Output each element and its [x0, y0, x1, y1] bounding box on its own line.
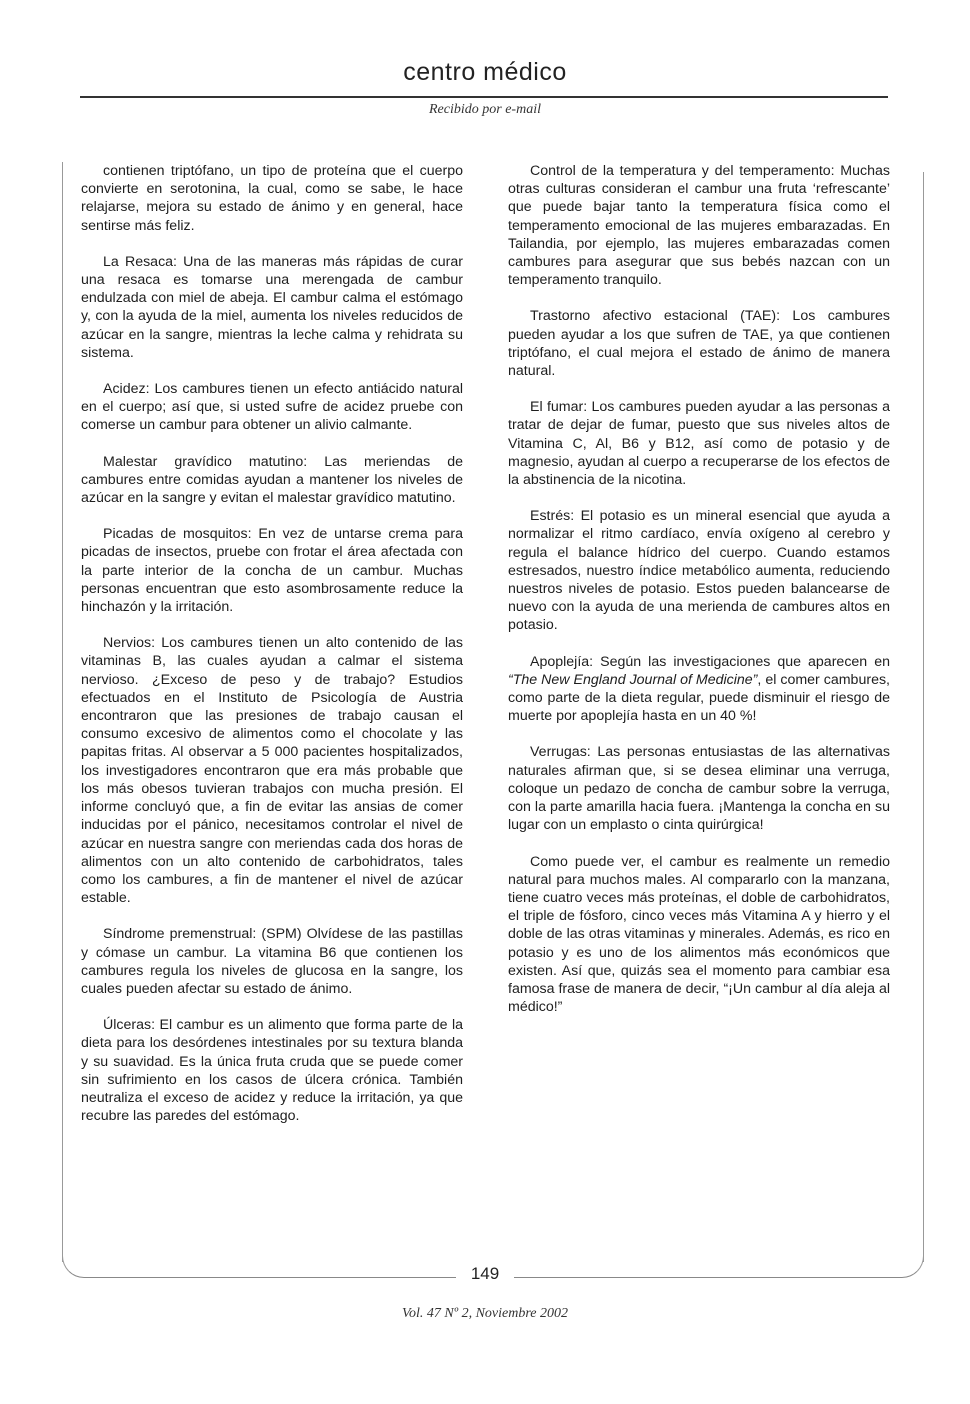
paragraph-estres: Estrés: El potasio es un mineral esencial que ayuda a normalizar el ritmo cardíaco, envía oxígeno al cerebro y regula el balance hídrico del cuerpo. Cuando estamos estresados, nuestro índice metabólico aumenta, reduciendo nuestros niveles de potasio. Estos pueden balancearse de nuevo con la ayuda de una merienda de cambures altos en potasio.	[508, 508, 890, 634]
paragraph-apoplejia	[508, 653, 890, 726]
paragraph-ulceras: Úlceras: El cambur es un alimento que forma parte de la dieta para los desórdenes intestinales por su textura blanda y su suavidad. Es la única fruta cruda que se puede comer sin sufrimiento en los casos de úlcera crónica. También neutraliza el exceso de acidez y reduce la irritación, ya que recubre las paredes del estómago.	[81, 1017, 463, 1125]
left-column	[81, 162, 463, 1143]
paragraph-mosquitos: Picadas de mosquitos: En vez de untarse crema para picadas de insectos, pruebe con frotar el área afectada con la parte interior de la concha de un cambur. Muchas personas encuentran que esto asombrosamente reduce la hinchazón y la irritación.	[81, 526, 463, 616]
right-column	[508, 162, 890, 1034]
paragraph-malestar: Malestar gravídico matutino: Las meriendas de cambures entre comidas ayudan a mantener los niveles de azúcar en la sangre y evitan el malestar gravídico matutino.	[81, 453, 463, 507]
paragraph-conclusion: Como puede ver, el cambur es realmente un remedio natural para muchos males. Al compararlo con la manzana, tiene cuatro veces más proteínas, el doble de carbohidratos, el triple de fósforo, cinco veces más Vitamina A y hierro y el doble de las otras vitaminas y minerales. Además, es rico en potasio y es uno de los alimentos más económicos que existen. Así que, quizás sea el momento para cambiar esa famosa frase de manera de decir, “¡Un cambur al día aleja al médico!”	[508, 853, 890, 1016]
paragraph-spm: Síndrome premenstrual: (SPM) Olvídese de las pastillas y cómase un cambur. La vitamina B6 que contienen los cambures regula los niveles de glucosa en la sangre, los cuales pueden afectar su estado de ánimo.	[81, 926, 463, 997]
header-rule	[80, 96, 888, 98]
paragraph-triptofano: contienen triptófano, un tipo de proteína que el cuerpo convierte en serotonina, la cual, como se sabe, le hace relajarse, mejora su estado de ánimo y en general, hace sentirse más feliz.	[81, 163, 463, 234]
right-margin-line	[923, 172, 924, 1262]
footer-citation: Vol. 47 Nº 2, Noviembre 2002	[402, 1306, 568, 1321]
paragraph-verrugas: Verrugas: Las personas entusiastas de las alternativas naturales afirman que, si se desea eliminar una verruga, coloque un pedazo de concha de cambur sobre la verruga, con la parte amarilla hacia fuera. ¡Mantenga la concha en su lugar con un emplasto o cinta quirúrgica!	[508, 744, 890, 834]
paragraph-tae: Trastorno afectivo estacional (TAE): Los cambures pueden ayudar a los que sufren de TAE, ya que contienen triptófano, el cual mejora el estado de ánimo de manera natural.	[508, 308, 890, 380]
paragraph-fumar: El fumar: Los cambures pueden ayudar a las personas a tratar de dejar de fumar, puesto que sus niveles altos de Vitamina C, Al, B6 y B12, así como de potasio y de magnesio, ayudan al cuerpo a recuperarse de los efectos de la abstinencia de la nicotina.	[508, 399, 890, 489]
journal-title: “The New England Journal of Medicine”	[508, 671, 758, 688]
paragraph-temperatura: Control de la temperatura y del temperamento: Muchas otras culturas consideran el cambur una fruta ‘refrescante’ que puede bajar tanto la temperatura física como el temperamento emocional de las mujeres embarazadas. En Tailandia, por ejemplo, las mujeres embarazadas comen cambures para asegurar que sus bebés nazcan con un temperamento tranquilo.	[508, 163, 890, 289]
apoplejia-text-after: , el comer cambures, como parte de la dieta regular, puede disminuir el riesgo de muerte por apoplejía hasta en un 40 %!	[508, 671, 890, 725]
page-number: 149	[456, 1264, 514, 1284]
left-margin-line	[62, 162, 63, 1262]
section-title: centro médico	[403, 58, 567, 86]
apoplejia-text-before: Apoplejía: Según las investigaciones que aparecen en	[530, 653, 890, 670]
section-subtitle: Recibido por e-mail	[429, 102, 541, 117]
paragraph-acidez: Acidez: Los cambures tienen un efecto antiácido natural en el cuerpo; así que, si usted sufre de acidez pruebe con comerse un cambur para obtener un alivio calmante.	[81, 381, 463, 434]
paragraph-nervios: Nervios: Los cambures tienen un alto contenido de las vitaminas B, las cuales ayudan a calmar el sistema nervioso. ¿Exceso de peso y de trabajo? Estudios efectuados en el Instituto de Psicología de Austria encontraron que las presiones de trabajo causan el consumo excesivo de alimentos como el chocolate y las papitas fritas. Al observar a 5 000 pacientes hospitalizados, los investigadores encontraron que era más probable que los más obesos tuvieran trabajos con mucha presión. El informe concluyó que, a fin de evitar las ansias de comer inducidas por el pánico, necesitamos controlar el nivel de azúcar en nuestra sangre con meriendas cada dos horas de alimentos con un alto contenido de carbohidratos, tales como los cambures, a fin de mantener el nivel de azúcar estable.	[81, 635, 463, 907]
paragraph-resaca: La Resaca: Una de las maneras más rápidas de curar una resaca es tomarse una merengada de cambur endulzada con miel de abeja. El cambur calma el estómago y, con la ayuda de la miel, aumenta los niveles reducidos de azúcar en la sangre, mientras la leche calma y rehidrata su sistema.	[81, 253, 463, 361]
